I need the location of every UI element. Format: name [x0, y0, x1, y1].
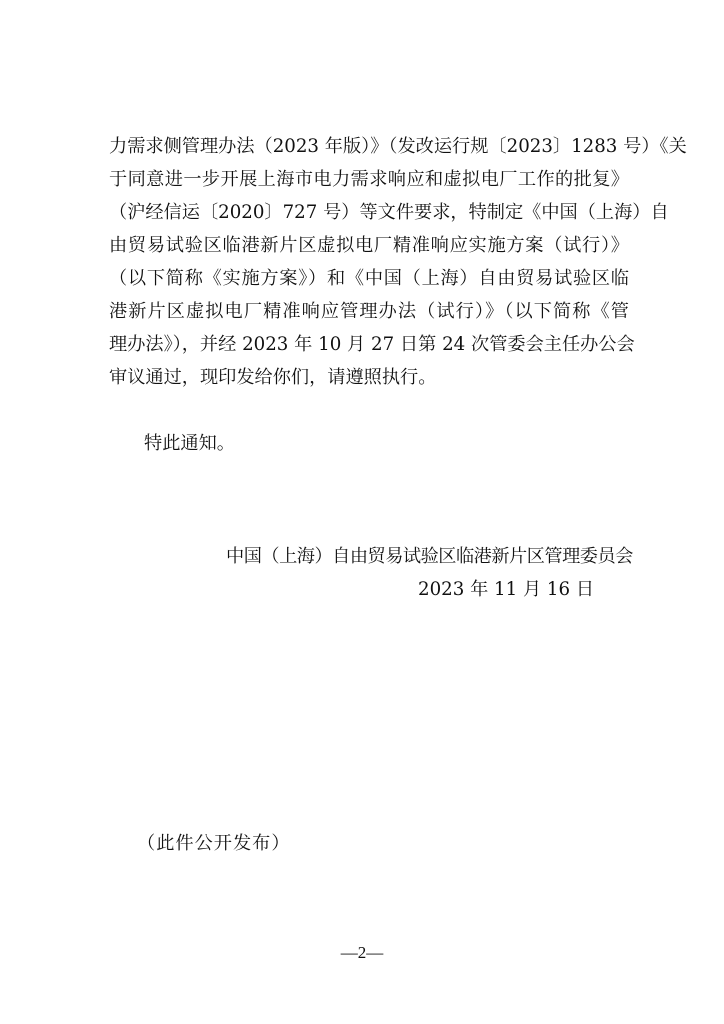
body-line-4: 由贸易试验区临港新片区虚拟电厂精准响应实施方案（试行）》 — [109, 235, 629, 256]
issue-date: 2023 年 11 月 16 日 — [418, 579, 595, 600]
signature-block — [226, 540, 636, 606]
closing-text: 特此通知。 — [144, 433, 235, 454]
issuing-organization: 中国（上海）自由贸易试验区临港新片区管理委员会 — [226, 546, 633, 567]
document-body — [109, 130, 687, 394]
body-line-6: 港新片区虚拟电厂精准响应管理办法（试行）》（以下简称《管 — [109, 301, 629, 322]
body-line-2: 于同意进一步开展上海市电力需求响应和虚拟电厂工作的批复》 — [109, 169, 629, 190]
body-line-7: 理办法》），并经 2023 年 10 月 27 日第 24 次管委会主任办公会 — [109, 334, 635, 355]
body-line-1: 力需求侧管理办法（2023 年版）》（发改运行规〔2023〕1283 号）《关 — [109, 136, 687, 157]
body-line-8: 审议通过，现印发给你们，请遵照执行。 — [109, 367, 437, 388]
body-line-3: （沪经信运〔2020〕727 号）等文件要求，特制定《中国（上海）自 — [109, 202, 669, 223]
publication-note: （此件公开发布） — [137, 833, 291, 854]
body-line-5: （以下简称《实施方案》）和《中国（上海）自由贸易试验区临 — [109, 268, 629, 289]
page-number: —2— — [340, 943, 384, 962]
